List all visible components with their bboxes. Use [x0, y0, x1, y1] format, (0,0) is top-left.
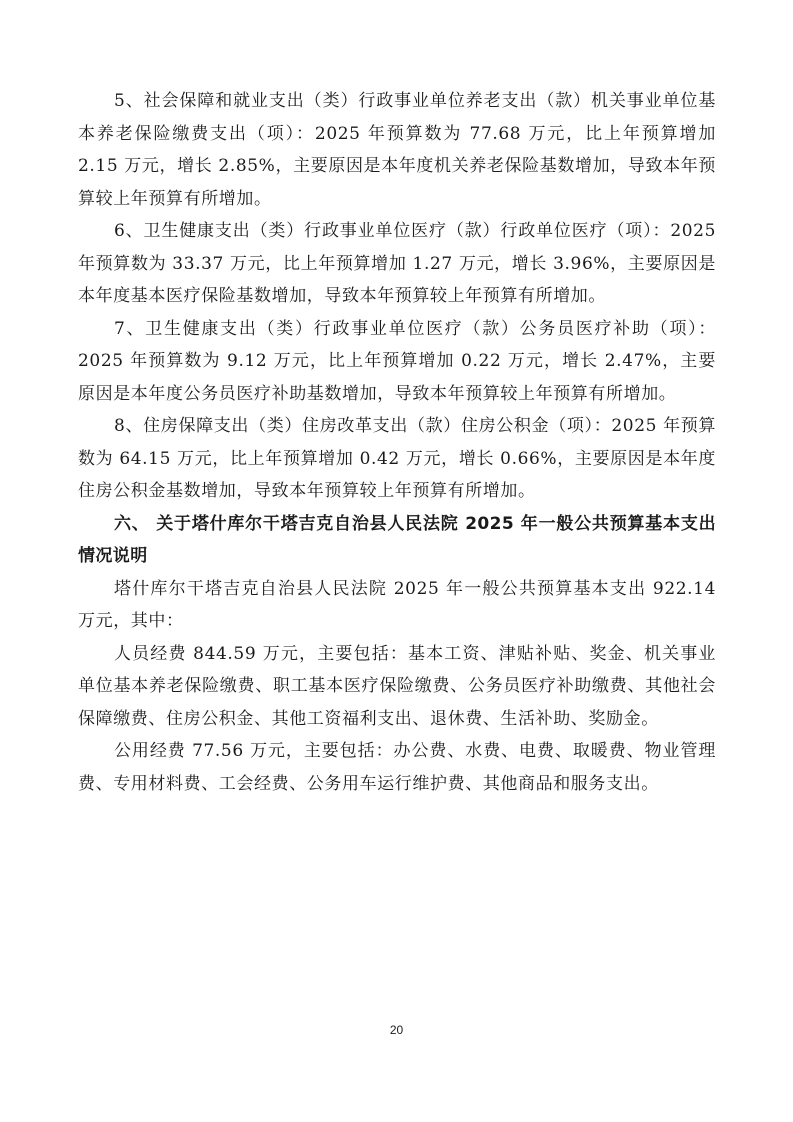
paragraph-item-8: 8、住房保障支出（类）住房改革支出（款）住房公积金（项）：2025 年预算数为 64.15 万元，比上年预算增加 0.42 万元，增长 0.66%，主要原因是本年度住房公积金基数增加，导致本年预算较上年预算有所增加。	[78, 416, 716, 501]
section-heading-6: 六、 关于塔什库尔干塔吉克自治县人民法院 2025 年一般公共预算基本支出情况说明	[78, 513, 716, 566]
page-number: 20	[389, 1023, 404, 1037]
paragraph-item-5: 5、社会保障和就业支出（类）行政事业单位养老支出（款）机关事业单位基本养老保险缴费支出（项）：2025 年预算数为 77.68 万元，比上年预算增加 2.15 万元，增长 2.85%，主要原因是本年度机关养老保险基数增加，导致本年预算较上年预算有所增加。	[78, 91, 716, 209]
document-body	[78, 85, 716, 800]
paragraph-basic-expenditure: 塔什库尔干塔吉克自治县人民法院 2025 年一般公共预算基本支出 922.14 万元，其中：	[78, 578, 716, 631]
paragraph-personnel-expenses: 人员经费 844.59 万元，主要包括：基本工资、津贴补贴、奖金、机关事业单位基本养老保险缴费、职工基本医疗保险缴费、公务员医疗补助缴费、其他社会保障缴费、住房公积金、其他工资福利支出、退休费、生活补助、奖励金。	[78, 643, 716, 729]
paragraph-public-expenses: 公用经费 77.56 万元，主要包括：办公费、水费、电费、取暖费、物业管理费、专用材料费、工会经费、公务用车运行维护费、其他商品和服务支出。	[78, 741, 716, 794]
paragraph-item-6: 6、卫生健康支出（类）行政事业单位医疗（款）行政单位医疗（项）：2025 年预算数为 33.37 万元，比上年预算增加 1.27 万元，增长 3.96%，主要原因是本年度基本医疗保险基数增加，导致本年预算较上年预算有所增加。	[78, 221, 716, 306]
paragraph-item-7: 7、卫生健康支出（类）行政事业单位医疗（款）公务员医疗补助（项）：2025 年预算数为 9.12 万元，比上年预算增加 0.22 万元，增长 2.47%，主要原因是本年度公务员医疗补助基数增加，导致本年预算较上年预算有所增加。	[78, 318, 716, 404]
